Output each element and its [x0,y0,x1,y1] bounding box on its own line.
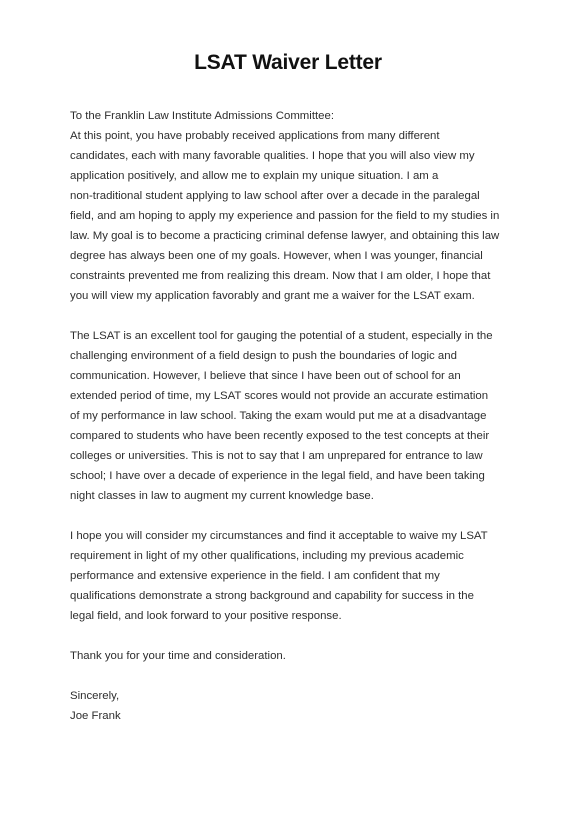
document-title: LSAT Waiver Letter [194,51,382,74]
text-line: constraints prevented me from realizing this dream. Now that I am older, I hope that [70,270,491,282]
text-line: communication. However, I believe that since I have been out of school for an [70,370,461,382]
text-line: candidates, each with many favorable qualities. I hope that you will also view my [70,150,475,162]
closing: Sincerely, [70,690,120,702]
text-line: At this point, you have probably received applications from many different [70,130,440,142]
text-line: application positively, and allow me to explain my unique situation. I am a [70,170,439,182]
text-line: performance and extensive experience in the field. I am confident that my [70,570,440,582]
signoff-block [70,686,512,726]
text-line: degree has always been one of my goals. However, when I was younger, financial [70,250,483,262]
letter-body [70,106,512,726]
text-line: of my performance in law school. Taking the exam would put me at a disadvantage [70,410,487,422]
text-line: field, and am hoping to apply my experience and passion for the field to my studies in [70,210,500,222]
text-line: I hope you will consider my circumstances and find it acceptable to waive my LSAT [70,530,488,542]
text-line: legal field, and look forward to your positive response. [70,610,342,622]
text-line: colleges or universities. This is not to say that I am unprepared for entrance to law [70,450,483,462]
text-line: Thank you for your time and consideration. [70,650,286,662]
text-line: requirement in light of my other qualifications, including my previous academic [70,550,464,562]
text-line: compared to students who have been recently exposed to the test concepts at their [70,430,490,442]
salutation: To the Franklin Law Institute Admissions Committee: [70,110,334,122]
paragraph-intro [70,126,512,306]
text-line: challenging environment of a field design to push the boundaries of logic and [70,350,457,362]
text-line: you will view my application favorably and grant me a waiver for the LSAT exam. [70,290,475,302]
text-line: law. My goal is to become a practicing criminal defense lawyer, and obtaining this law [70,230,500,242]
text-line: qualifications demonstrate a strong background and capability for success in the [70,590,474,602]
text-line: school; I have over a decade of experience in the legal field, and have been taking [70,470,485,482]
text-line: non-traditional student applying to law school after over a decade in the paralegal [70,190,480,202]
salutation-block [70,106,512,126]
text-line: night classes in law to augment my current knowledge base. [70,490,374,502]
text-line: extended period of time, my LSAT scores would not provide an accurate estimation [70,390,489,402]
text-line: The LSAT is an excellent tool for gauging the potential of a student, especially in the [70,330,493,342]
paragraph-lsat [70,326,512,506]
signature-name: Joe Frank [70,710,121,722]
paragraph-thanks [70,646,512,666]
paragraph-request [70,526,512,626]
